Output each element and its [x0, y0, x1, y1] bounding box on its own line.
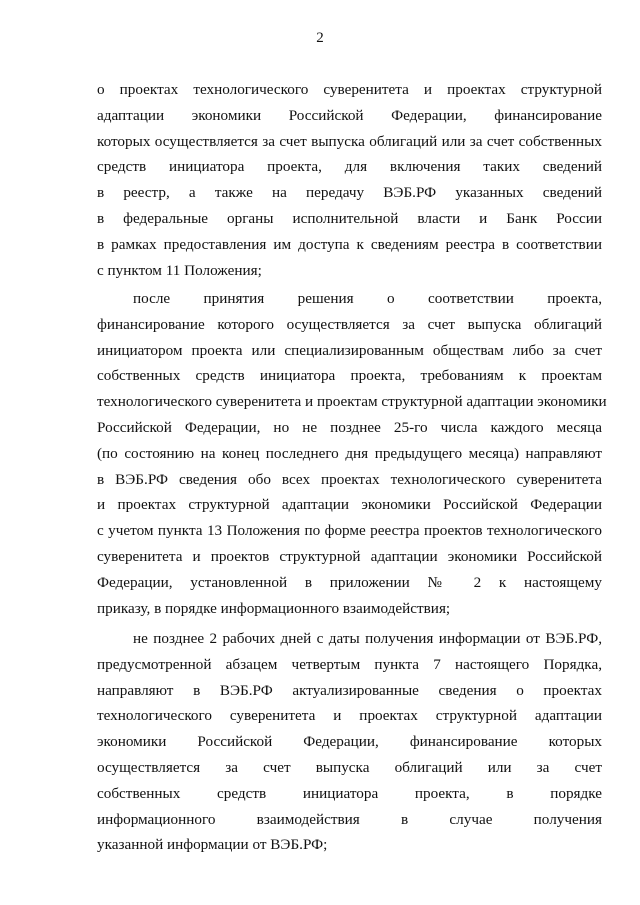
paragraph-line: с пунктом 11 Положения; — [97, 261, 262, 279]
paragraph-line: технологического суверенитета и проектах структурной адаптации — [97, 707, 602, 725]
paragraph-line: осуществляется за счет выпуска облигаций или за счет — [97, 758, 602, 776]
paragraph-line: информационного взаимодействия в случае получения — [97, 810, 602, 828]
paragraph-line: указанной информации от ВЭБ.РФ; — [97, 836, 328, 854]
paragraph-line: в реестр, а также на передачу ВЭБ.РФ указанных сведений — [97, 184, 602, 202]
paragraph-line: инициатором проекта или специализированным обществам либо за счет — [97, 341, 602, 359]
paragraph-line: Федерации, установленной в приложении № 2 к настоящему — [97, 573, 602, 591]
paragraph-line: после принятия решения о соответствии проекта, — [133, 290, 602, 307]
paragraph-line: которых осуществляется за счет выпуска облигаций или за счет собственных — [97, 132, 602, 150]
paragraph-line: с учетом пункта 13 Положения по форме реестра проектов технологического — [97, 522, 602, 540]
paragraph-line: адаптации экономики Российской Федерации, финансирование — [97, 106, 602, 124]
paragraph-line: и проектах структурной адаптации экономики Российской Федерации — [97, 496, 602, 514]
paragraph-line: финансирование которого осуществляется за счет выпуска облигаций — [97, 315, 602, 333]
paragraph-1 — [97, 77, 602, 283]
paragraph-line: предусмотренной абзацем четвертым пункта 7 настоящего Порядка, — [97, 655, 602, 673]
paragraph-line: экономики Российской Федерации, финансирование которых — [97, 733, 602, 751]
paragraph-line: о проектах технологического суверенитета и проектах структурной — [97, 81, 602, 98]
paragraph-line: в рамках предоставления им доступа к сведениям реестра в соответствии — [97, 235, 602, 253]
paragraph-line: технологического суверенитета и проектам структурной адаптации экономики — [97, 393, 607, 411]
paragraph-line: направляют в ВЭБ.РФ актуализированные сведения о проектах — [97, 681, 602, 699]
paragraph-line: средств инициатора проекта, для включения таких сведений — [97, 158, 602, 176]
paragraph-line: в ВЭБ.РФ сведения обо всех проектах технологического суверенитета — [97, 470, 602, 488]
paragraph-line: приказу, в порядке информационного взаимодействия; — [97, 599, 451, 617]
page-number: 2 — [316, 30, 324, 46]
paragraph-line: собственных средств инициатора проекта, в порядке — [97, 784, 602, 802]
paragraph-3 — [97, 626, 602, 858]
paragraph-line: не позднее 2 рабочих дней с даты получения информации от ВЭБ.РФ, — [133, 630, 602, 647]
paragraph-2 — [97, 286, 607, 621]
paragraph-line: Российской Федерации, но не позднее 25-го числа каждого месяца — [97, 418, 602, 436]
paragraph-line: суверенитета и проектов структурной адаптации экономики Российской — [97, 547, 602, 565]
paragraph-line: собственных средств инициатора проекта, требованиям к проектам — [97, 367, 602, 385]
paragraph-line: (по состоянию на конец последнего дня предыдущего месяца) направляют — [97, 444, 602, 462]
paragraph-line: в федеральные органы исполнительной власти и Банк России — [97, 209, 602, 227]
